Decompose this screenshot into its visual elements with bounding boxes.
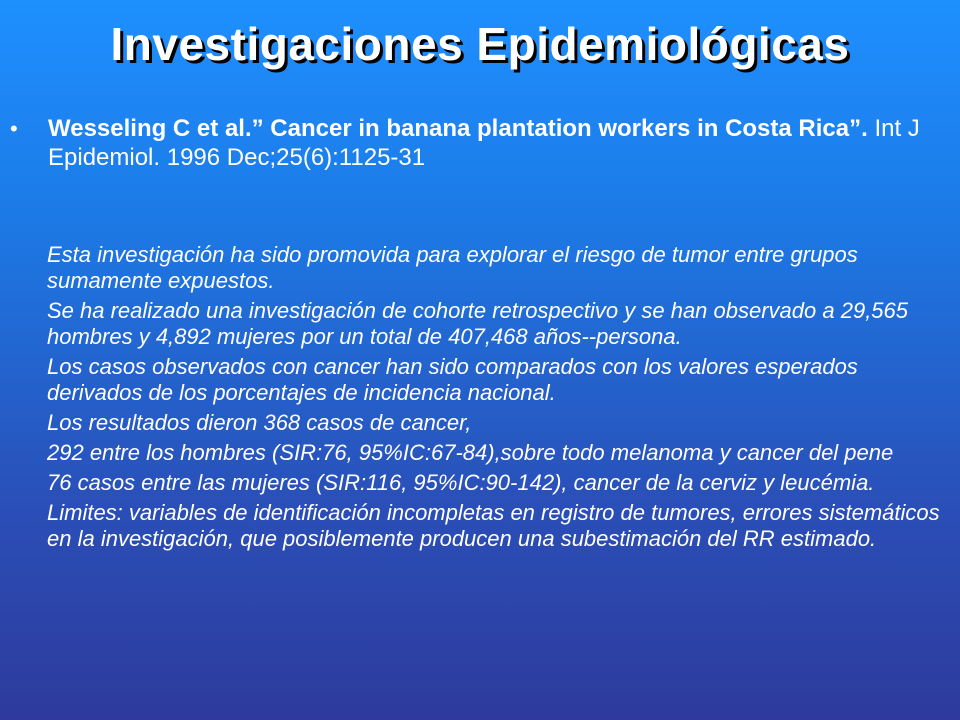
paragraph-women: 76 casos entre las mujeres (SIR:116, 95%IC:90-142), cancer de la cerviz y leucémia. <box>47 470 875 495</box>
paragraph-method: Se ha realizado una investigación de cohorte retrospectivo y se han observado a 29,565 hombres y 4,892 mujeres por un total de 407,468 años--persona. <box>47 298 909 349</box>
citation-text <box>48 114 953 172</box>
bullet-icon: • <box>10 116 18 141</box>
paragraph-limits: Limites: variables de identificación incompletas en registro de tumores, errores sistemáticos en la investigación, que posiblemente producen una subestimación del RR estimado. <box>47 500 940 551</box>
slide-title: Investigaciones Epidemiológicas <box>110 18 850 70</box>
paragraph-comparison: Los casos observados con cancer han sido comparados con los valores esperados derivados de los porcentajes de incidencia nacional. <box>47 354 858 405</box>
citation-title: Wesseling C et al.” Cancer in banana plantation workers in Costa Rica”. <box>48 115 868 142</box>
paragraph-objective: Esta investigación ha sido promovida para explorar el riesgo de tumor entre grupos sumamente expuestos. <box>47 242 858 293</box>
paragraph-results: Los resultados dieron 368 casos de cancer, <box>47 410 472 435</box>
summary-body <box>47 242 952 556</box>
citation-source: Int J Epidemiol. 1996 Dec;25(6):1125-31 <box>48 115 920 171</box>
paragraph-men: 292 entre los hombres (SIR:76, 95%IC:67-84),sobre todo melanoma y cancer del pene <box>47 440 894 465</box>
